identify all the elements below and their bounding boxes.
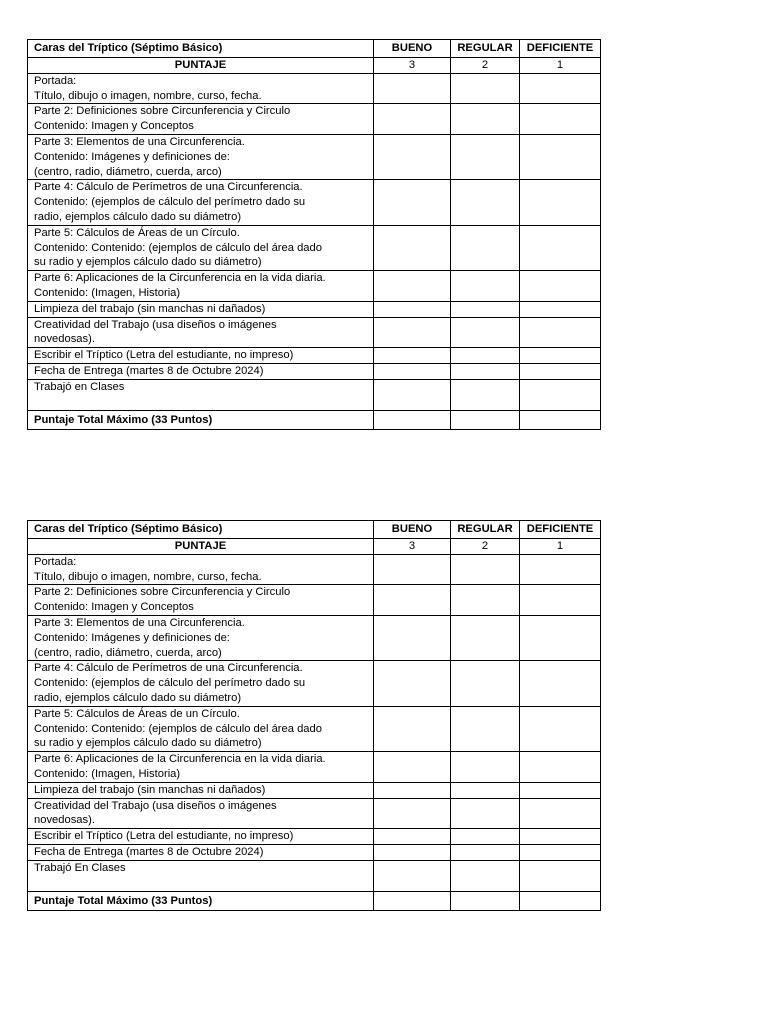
score-cell-deficiente[interactable] (520, 860, 601, 891)
score-cell-bueno[interactable] (374, 134, 451, 179)
criterion-text: Trabajó en Clases (28, 379, 374, 410)
criterion-text: Parte 6: Aplicaciones de la Circunferencia en la vida diaria. Contenido: (Imagen, Historia) (28, 271, 374, 302)
table-row (28, 585, 601, 616)
table-row (28, 379, 601, 410)
total-cell-regular[interactable] (451, 891, 520, 910)
score-cell-bueno[interactable] (374, 585, 451, 616)
score-cell-regular[interactable] (451, 615, 520, 660)
puntaje-value-deficiente: 1 (520, 58, 601, 74)
column-header-deficiente: DEFICIENTE (520, 40, 601, 58)
criterion-text: Parte 3: Elementos de una Circunferencia. Contenido: Imágenes y definiciones de: (centro, radio, diámetro, cuerda, arco) (28, 615, 374, 660)
table-row (28, 317, 601, 348)
table-row (28, 661, 601, 706)
score-cell-bueno[interactable] (374, 829, 451, 845)
score-cell-deficiente[interactable] (520, 104, 601, 135)
criterion-text: Parte 4: Cálculo de Perímetros de una Circunferencia. Contenido: (ejemplos de cálculo del perímetro dado su radio, ejemplos cálculo dado su diámetro) (28, 661, 374, 706)
score-cell-regular[interactable] (451, 301, 520, 317)
score-cell-bueno[interactable] (374, 104, 451, 135)
table-row (28, 180, 601, 225)
header-row (28, 521, 601, 539)
score-cell-bueno[interactable] (374, 225, 451, 270)
score-cell-deficiente[interactable] (520, 348, 601, 364)
score-cell-bueno[interactable] (374, 348, 451, 364)
score-cell-regular[interactable] (451, 348, 520, 364)
criterion-text: Portada: Título, dibujo o imagen, nombre, curso, fecha. (28, 554, 374, 585)
total-row (28, 410, 601, 429)
score-cell-deficiente[interactable] (520, 180, 601, 225)
table-row (28, 706, 601, 751)
score-cell-regular[interactable] (451, 225, 520, 270)
score-cell-regular[interactable] (451, 73, 520, 104)
table-row (28, 844, 601, 860)
criterion-text: Trabajó En Clases (28, 860, 374, 891)
score-cell-deficiente[interactable] (520, 585, 601, 616)
score-cell-deficiente[interactable] (520, 782, 601, 798)
score-cell-deficiente[interactable] (520, 317, 601, 348)
puntaje-value-regular: 2 (451, 539, 520, 555)
total-cell-deficiente[interactable] (520, 891, 601, 910)
total-row (28, 891, 601, 910)
score-cell-deficiente[interactable] (520, 73, 601, 104)
criterion-text: Limpieza del trabajo (sin manchas ni dañados) (28, 301, 374, 317)
score-cell-bueno[interactable] (374, 615, 451, 660)
score-cell-bueno[interactable] (374, 317, 451, 348)
criterion-text: Creatividad del Trabajo (usa diseños o imágenes novedosas). (28, 798, 374, 829)
score-cell-regular[interactable] (451, 844, 520, 860)
puntaje-row (28, 58, 601, 74)
score-cell-deficiente[interactable] (520, 661, 601, 706)
total-label: Puntaje Total Máximo (33 Puntos) (28, 891, 374, 910)
score-cell-bueno[interactable] (374, 661, 451, 706)
score-cell-regular[interactable] (451, 585, 520, 616)
table-row (28, 798, 601, 829)
score-cell-deficiente[interactable] (520, 301, 601, 317)
table-row (28, 73, 601, 104)
criterion-text: Fecha de Entrega (martes 8 de Octubre 2024) (28, 363, 374, 379)
score-cell-regular[interactable] (451, 860, 520, 891)
criterion-text: Portada: Título, dibujo o imagen, nombre, curso, fecha. (28, 73, 374, 104)
criterion-text: Parte 4: Cálculo de Perímetros de una Circunferencia. Contenido: (ejemplos de cálculo del perímetro dado su radio, ejemplos cálculo dado su diámetro) (28, 180, 374, 225)
total-label: Puntaje Total Máximo (33 Puntos) (28, 410, 374, 429)
score-cell-regular[interactable] (451, 829, 520, 845)
score-cell-bueno[interactable] (374, 798, 451, 829)
table-row (28, 348, 601, 364)
score-cell-deficiente[interactable] (520, 615, 601, 660)
table-row (28, 752, 601, 783)
score-cell-regular[interactable] (451, 180, 520, 225)
table-row (28, 554, 601, 585)
column-header-regular: REGULAR (451, 521, 520, 539)
criterion-text: Parte 6: Aplicaciones de la Circunferencia en la vida diaria. Contenido: (Imagen, Historia) (28, 752, 374, 783)
table-row (28, 134, 601, 179)
puntaje-value-bueno: 3 (374, 539, 451, 555)
total-cell-regular[interactable] (451, 410, 520, 429)
score-cell-deficiente[interactable] (520, 379, 601, 410)
puntaje-value-regular: 2 (451, 58, 520, 74)
table-row (28, 829, 601, 845)
score-cell-regular[interactable] (451, 554, 520, 585)
score-cell-regular[interactable] (451, 363, 520, 379)
score-cell-deficiente[interactable] (520, 134, 601, 179)
score-cell-bueno[interactable] (374, 301, 451, 317)
criterion-text: Parte 5: Cálculos de Áreas de un Círculo. Contenido: Contenido: (ejemplos de cálculo del área dado su radio y ejemplos cálculo dado su diámetro) (28, 706, 374, 751)
header-row (28, 40, 601, 58)
rubric-table-2 (27, 520, 601, 911)
score-cell-regular[interactable] (451, 706, 520, 751)
score-cell-regular[interactable] (451, 271, 520, 302)
column-header-bueno: BUENO (374, 40, 451, 58)
criterion-text: Parte 5: Cálculos de Áreas de un Círculo. Contenido: Contenido: (ejemplos de cálculo del área dado su radio y ejemplos cálculo dado su diámetro) (28, 225, 374, 270)
score-cell-bueno[interactable] (374, 844, 451, 860)
column-header-regular: REGULAR (451, 40, 520, 58)
criterion-text: Creatividad del Trabajo (usa diseños o imágenes novedosas). (28, 317, 374, 348)
table-row (28, 225, 601, 270)
score-cell-deficiente[interactable] (520, 706, 601, 751)
criterion-text: Parte 2: Definiciones sobre Circunferencia y Circulo Contenido: Imagen y Conceptos (28, 104, 374, 135)
criterion-text: Limpieza del trabajo (sin manchas ni dañados) (28, 782, 374, 798)
score-cell-regular[interactable] (451, 317, 520, 348)
score-cell-bueno[interactable] (374, 73, 451, 104)
criterion-text: Fecha de Entrega (martes 8 de Octubre 2024) (28, 844, 374, 860)
score-cell-regular[interactable] (451, 752, 520, 783)
score-cell-deficiente[interactable] (520, 363, 601, 379)
column-header-deficiente: DEFICIENTE (520, 521, 601, 539)
table-row (28, 301, 601, 317)
score-cell-deficiente[interactable] (520, 554, 601, 585)
score-cell-regular[interactable] (451, 134, 520, 179)
score-cell-regular[interactable] (451, 798, 520, 829)
table-row (28, 860, 601, 891)
score-cell-bueno[interactable] (374, 782, 451, 798)
score-cell-deficiente[interactable] (520, 798, 601, 829)
score-cell-bueno[interactable] (374, 706, 451, 751)
criterion-text: Parte 3: Elementos de una Circunferencia. Contenido: Imágenes y definiciones de: (centro, radio, diámetro, cuerda, arco) (28, 134, 374, 179)
total-cell-bueno[interactable] (374, 410, 451, 429)
table-row (28, 271, 601, 302)
criterion-text: Escribir el Tríptico (Letra del estudiante, no impreso) (28, 348, 374, 364)
table-row (28, 782, 601, 798)
rubric-table-1 (27, 39, 601, 430)
score-cell-deficiente[interactable] (520, 829, 601, 845)
score-cell-deficiente[interactable] (520, 271, 601, 302)
score-cell-deficiente[interactable] (520, 844, 601, 860)
puntaje-value-bueno: 3 (374, 58, 451, 74)
score-cell-deficiente[interactable] (520, 752, 601, 783)
criterion-text: Parte 2: Definiciones sobre Circunferencia y Circulo Contenido: Imagen y Conceptos (28, 585, 374, 616)
score-cell-regular[interactable] (451, 104, 520, 135)
score-cell-regular[interactable] (451, 379, 520, 410)
score-cell-bueno[interactable] (374, 752, 451, 783)
score-cell-regular[interactable] (451, 782, 520, 798)
total-cell-deficiente[interactable] (520, 410, 601, 429)
total-cell-bueno[interactable] (374, 891, 451, 910)
score-cell-bueno[interactable] (374, 379, 451, 410)
score-cell-regular[interactable] (451, 661, 520, 706)
column-header-bueno: BUENO (374, 521, 451, 539)
table-row (28, 104, 601, 135)
score-cell-deficiente[interactable] (520, 225, 601, 270)
score-cell-bueno[interactable] (374, 554, 451, 585)
puntaje-row (28, 539, 601, 555)
score-cell-bueno[interactable] (374, 860, 451, 891)
puntaje-value-deficiente: 1 (520, 539, 601, 555)
score-cell-bueno[interactable] (374, 180, 451, 225)
score-cell-bueno[interactable] (374, 271, 451, 302)
criterion-text: Escribir el Tríptico (Letra del estudiante, no impreso) (28, 829, 374, 845)
table-row (28, 363, 601, 379)
score-cell-bueno[interactable] (374, 363, 451, 379)
puntaje-label: PUNTAJE (28, 58, 374, 74)
table-title: Caras del Tríptico (Séptimo Básico) (28, 40, 374, 58)
table-row (28, 615, 601, 660)
table-title: Caras del Tríptico (Séptimo Básico) (28, 521, 374, 539)
puntaje-label: PUNTAJE (28, 539, 374, 555)
